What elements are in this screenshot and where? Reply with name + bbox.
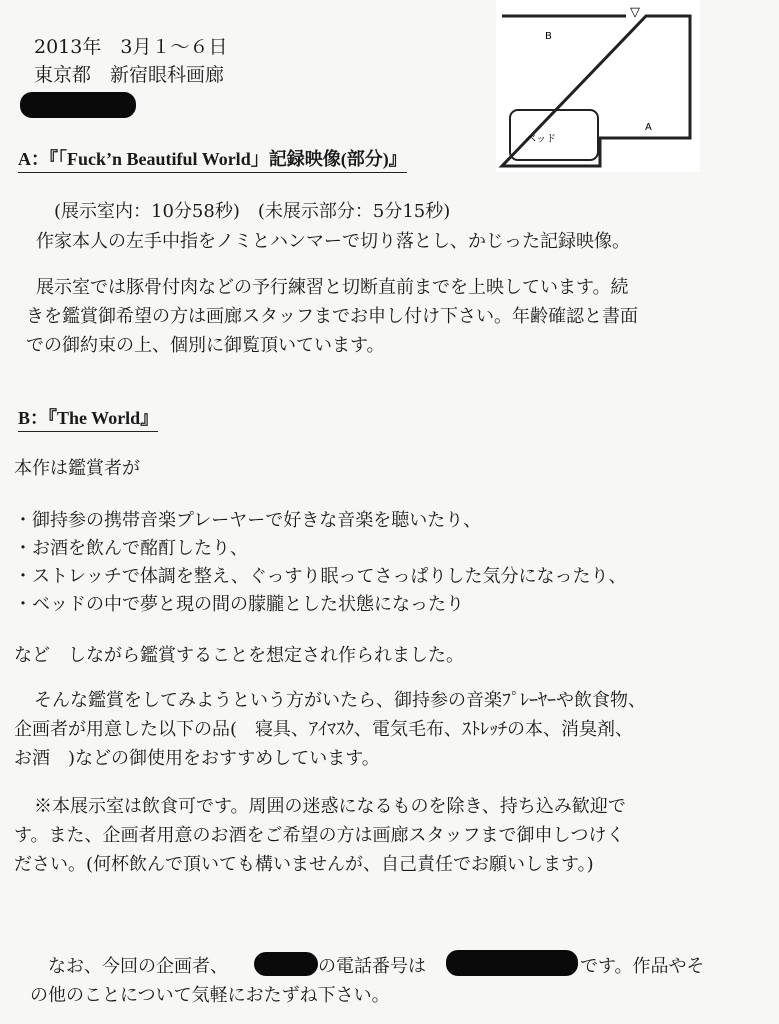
bullet-item: ・ストレッチで体調を整え、ぐっすり眠ってさっぱりした気分になったり、 bbox=[14, 566, 627, 587]
redacted-name bbox=[20, 92, 136, 118]
section-b-intro: 本作は鑑賞者が bbox=[14, 458, 140, 479]
bed-label: ベッド bbox=[526, 134, 556, 145]
section-b-heading: B：『The World』 bbox=[18, 407, 158, 432]
section-a-line: 作家本人の左手中指をノミとハンマーで切り落とし、かじった記録映像。 bbox=[36, 231, 630, 252]
floor-plan bbox=[496, 0, 700, 172]
redacted-organizer bbox=[254, 952, 318, 976]
contact-text-end: です。作品やそ bbox=[580, 956, 705, 977]
contact-text-line2: の他のことについて気軽におたずね下さい。 bbox=[30, 985, 390, 1006]
paragraph-line: そんな鑑賞をしてみようという方がいたら、御持参の音楽ﾌﾟﾚｰﾔｰや飲食物、 bbox=[34, 690, 646, 711]
section-a-duration: (展示室内：10分58秒) (未展示部分：5分15秒) bbox=[54, 201, 451, 222]
section-b-summary: など しながら鑑賞することを想定され作られました。 bbox=[14, 645, 464, 666]
contact-text-start: なお、今回の企画者、 bbox=[48, 956, 228, 977]
paragraph-line: 企画者が用意した以下の品( 寝具、ｱｲﾏｽｸ、電気毛布、ｽﾄﾚｯﾁの本、消臭剤、 bbox=[14, 719, 634, 740]
paragraph-line: お酒 )などの御使用をおすすめしています。 bbox=[14, 748, 380, 769]
section-a-line: きを鑑賞御希望の方は画廊スタッフまでお申し付け下さい。年齢確認と書面 bbox=[26, 306, 638, 327]
contact-text-middle: の電話番号は bbox=[318, 956, 426, 977]
plan-label-a: A bbox=[645, 122, 652, 133]
notice-line: ※本展示室は飲食可です。周囲の迷惑になるものを除き、持ち込み歓迎で bbox=[34, 796, 626, 817]
redacted-phone bbox=[446, 950, 578, 976]
notice-line: す。また、企画者用意のお酒をご希望の方は画廊スタッフまで御申しつけく bbox=[14, 825, 625, 846]
section-a-line: 展示室では豚骨付肉などの予行練習と切断直前までを上映しています。続 bbox=[36, 277, 629, 298]
section-a-heading: A：『「Fuck’n Beautiful World」記録映像(部分)』 bbox=[18, 148, 407, 173]
exhibition-venue: 東京都 新宿眼科画廊 bbox=[34, 64, 225, 86]
plan-label-b: B bbox=[545, 31, 552, 42]
section-a-line: での御約束の上、個別に御覧頂いています。 bbox=[26, 335, 385, 356]
bullet-item: ・お酒を飲んで酩酊したり、 bbox=[14, 538, 248, 559]
bullet-item: ・御持参の携帯音楽プレーヤーで好きな音楽を聴いたり、 bbox=[14, 510, 482, 531]
exhibition-date: 2013年 3月１～６日 bbox=[34, 36, 228, 58]
bullet-item: ・ベッドの中で夢と現の間の朦朧とした状態になったり bbox=[14, 594, 464, 615]
entrance-icon: ▽ bbox=[630, 5, 640, 20]
notice-line: ださい。(何杯飲んで頂いても構いませんが、自己責任でお願いします。) bbox=[14, 854, 594, 875]
